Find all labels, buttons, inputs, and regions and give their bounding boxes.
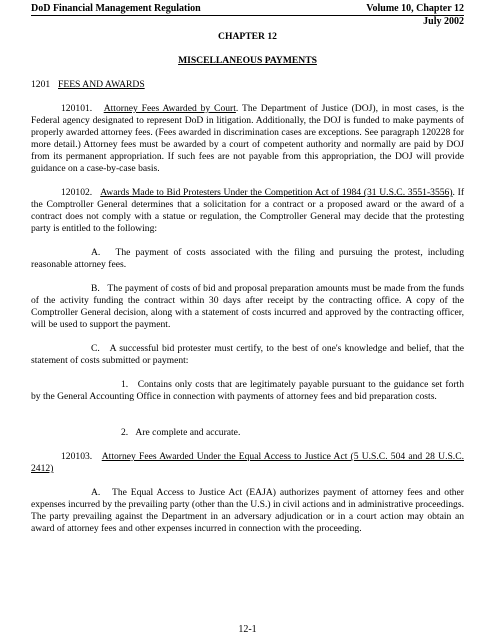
header-date: July 2002 <box>423 16 464 27</box>
section-number: 1201 <box>31 79 51 90</box>
subparagraph-120102-b <box>31 283 464 331</box>
paragraph-120103 <box>31 451 464 475</box>
paragraph-text: . If the Comptroller General determines that a solicitation for a contract or a proposed award or the award of a contract does not comply with a statue or regulation, the Comptroller General may decide that the protesting party is entitled to the following: <box>31 187 465 234</box>
subparagraph-120102-c <box>31 343 464 367</box>
running-header <box>31 3 464 28</box>
subparagraph-letter: A. <box>91 247 101 258</box>
subparagraph-120103-a <box>31 487 464 535</box>
paragraph-heading: Awards Made to Bid Protesters Under the Competition Act of 1984 (31 U.S.C. 3551-3556) <box>100 187 453 198</box>
subparagraph-text: The payment of costs associated with the filing and pursuing the protest, including reasonable attorney fees. <box>31 247 465 270</box>
header-regulation-title: DoD Financial Management Regulation <box>31 3 201 14</box>
subparagraph-text: A successful bid protester must certify, to the best of one's knowledge and belief, that the statement of costs submitted or payment: <box>31 343 464 366</box>
section-heading <box>31 79 464 91</box>
paragraph-number: 120101. <box>61 103 93 114</box>
subparagraph-text: The payment of costs of bid and proposal preparation amounts must be made from the funds of the activity funding the contract within 30 days after receipt by the contracting office. A copy of the Comptroller General decision, along with a statement of costs incurred and approved by the contracting officer, will be used to support the payment. <box>31 283 464 330</box>
chapter-number: CHAPTER 12 <box>218 31 277 42</box>
paragraph-number: 120103. <box>61 451 93 462</box>
item-120102-c-1 <box>31 379 464 403</box>
item-number: 1. <box>121 379 129 390</box>
paragraph-120101 <box>31 103 464 175</box>
subparagraph-letter: A. <box>91 487 101 498</box>
subparagraph-letter: B. <box>91 283 100 294</box>
header-volume-chapter: Volume 10, Chapter 12 <box>366 3 464 14</box>
subparagraph-letter: C. <box>91 343 100 354</box>
chapter-title-text: MISCELLANEOUS PAYMENTS <box>178 55 317 66</box>
paragraph-heading: Attorney Fees Awarded Under the Equal Access to Justice Act (5 U.S.C. 504 and 28 U.S.C. 2412) <box>31 451 464 474</box>
chapter-title <box>31 55 464 67</box>
subparagraph-120102-a <box>31 247 464 271</box>
paragraph-number: 120102. <box>61 187 93 198</box>
item-text: Are complete and accurate. <box>135 427 241 438</box>
section-title: FEES AND AWARDS <box>58 79 145 90</box>
subparagraph-text: The Equal Access to Justice Act (EAJA) authorizes payment of attorney fees and other expenses incurred by the prevailing party (other than the U.S.) in civil actions and in administrative proceedings. The party prevailing against the Department in an adversary adjudication or in a court action may obtain an award of attorney fees and other expenses incurred in connection with the proceeding. <box>31 487 464 534</box>
item-text: Contains only costs that are legitimately payable pursuant to the guidance set forth by the General Accounting Office in connection with payments of attorney fees and bid preparation costs. <box>31 379 464 402</box>
paragraph-120102 <box>31 187 464 235</box>
item-120102-c-2 <box>31 427 464 439</box>
item-number: 2. <box>121 427 129 438</box>
page-number: 12-1 <box>238 624 257 635</box>
paragraph-heading: Attorney Fees Awarded by Court <box>103 103 236 114</box>
paragraph-text: . The Department of Justice (DOJ), in most cases, is the Federal agency designated to represent DoD in litigation. Additionally, the DOJ is funded to make payments of properly awarded attorney fees. (Fees awarded in discrimination cases are exceptions. See paragraph 120228 for more detail.) Attorney fees must be awarded by a court of competent authority and normally are paid by DOJ from its permanent appropriation. If such fees are not payable from this appropriation, the DOJ will provide guidance on a case-by-case basis. <box>31 103 464 174</box>
